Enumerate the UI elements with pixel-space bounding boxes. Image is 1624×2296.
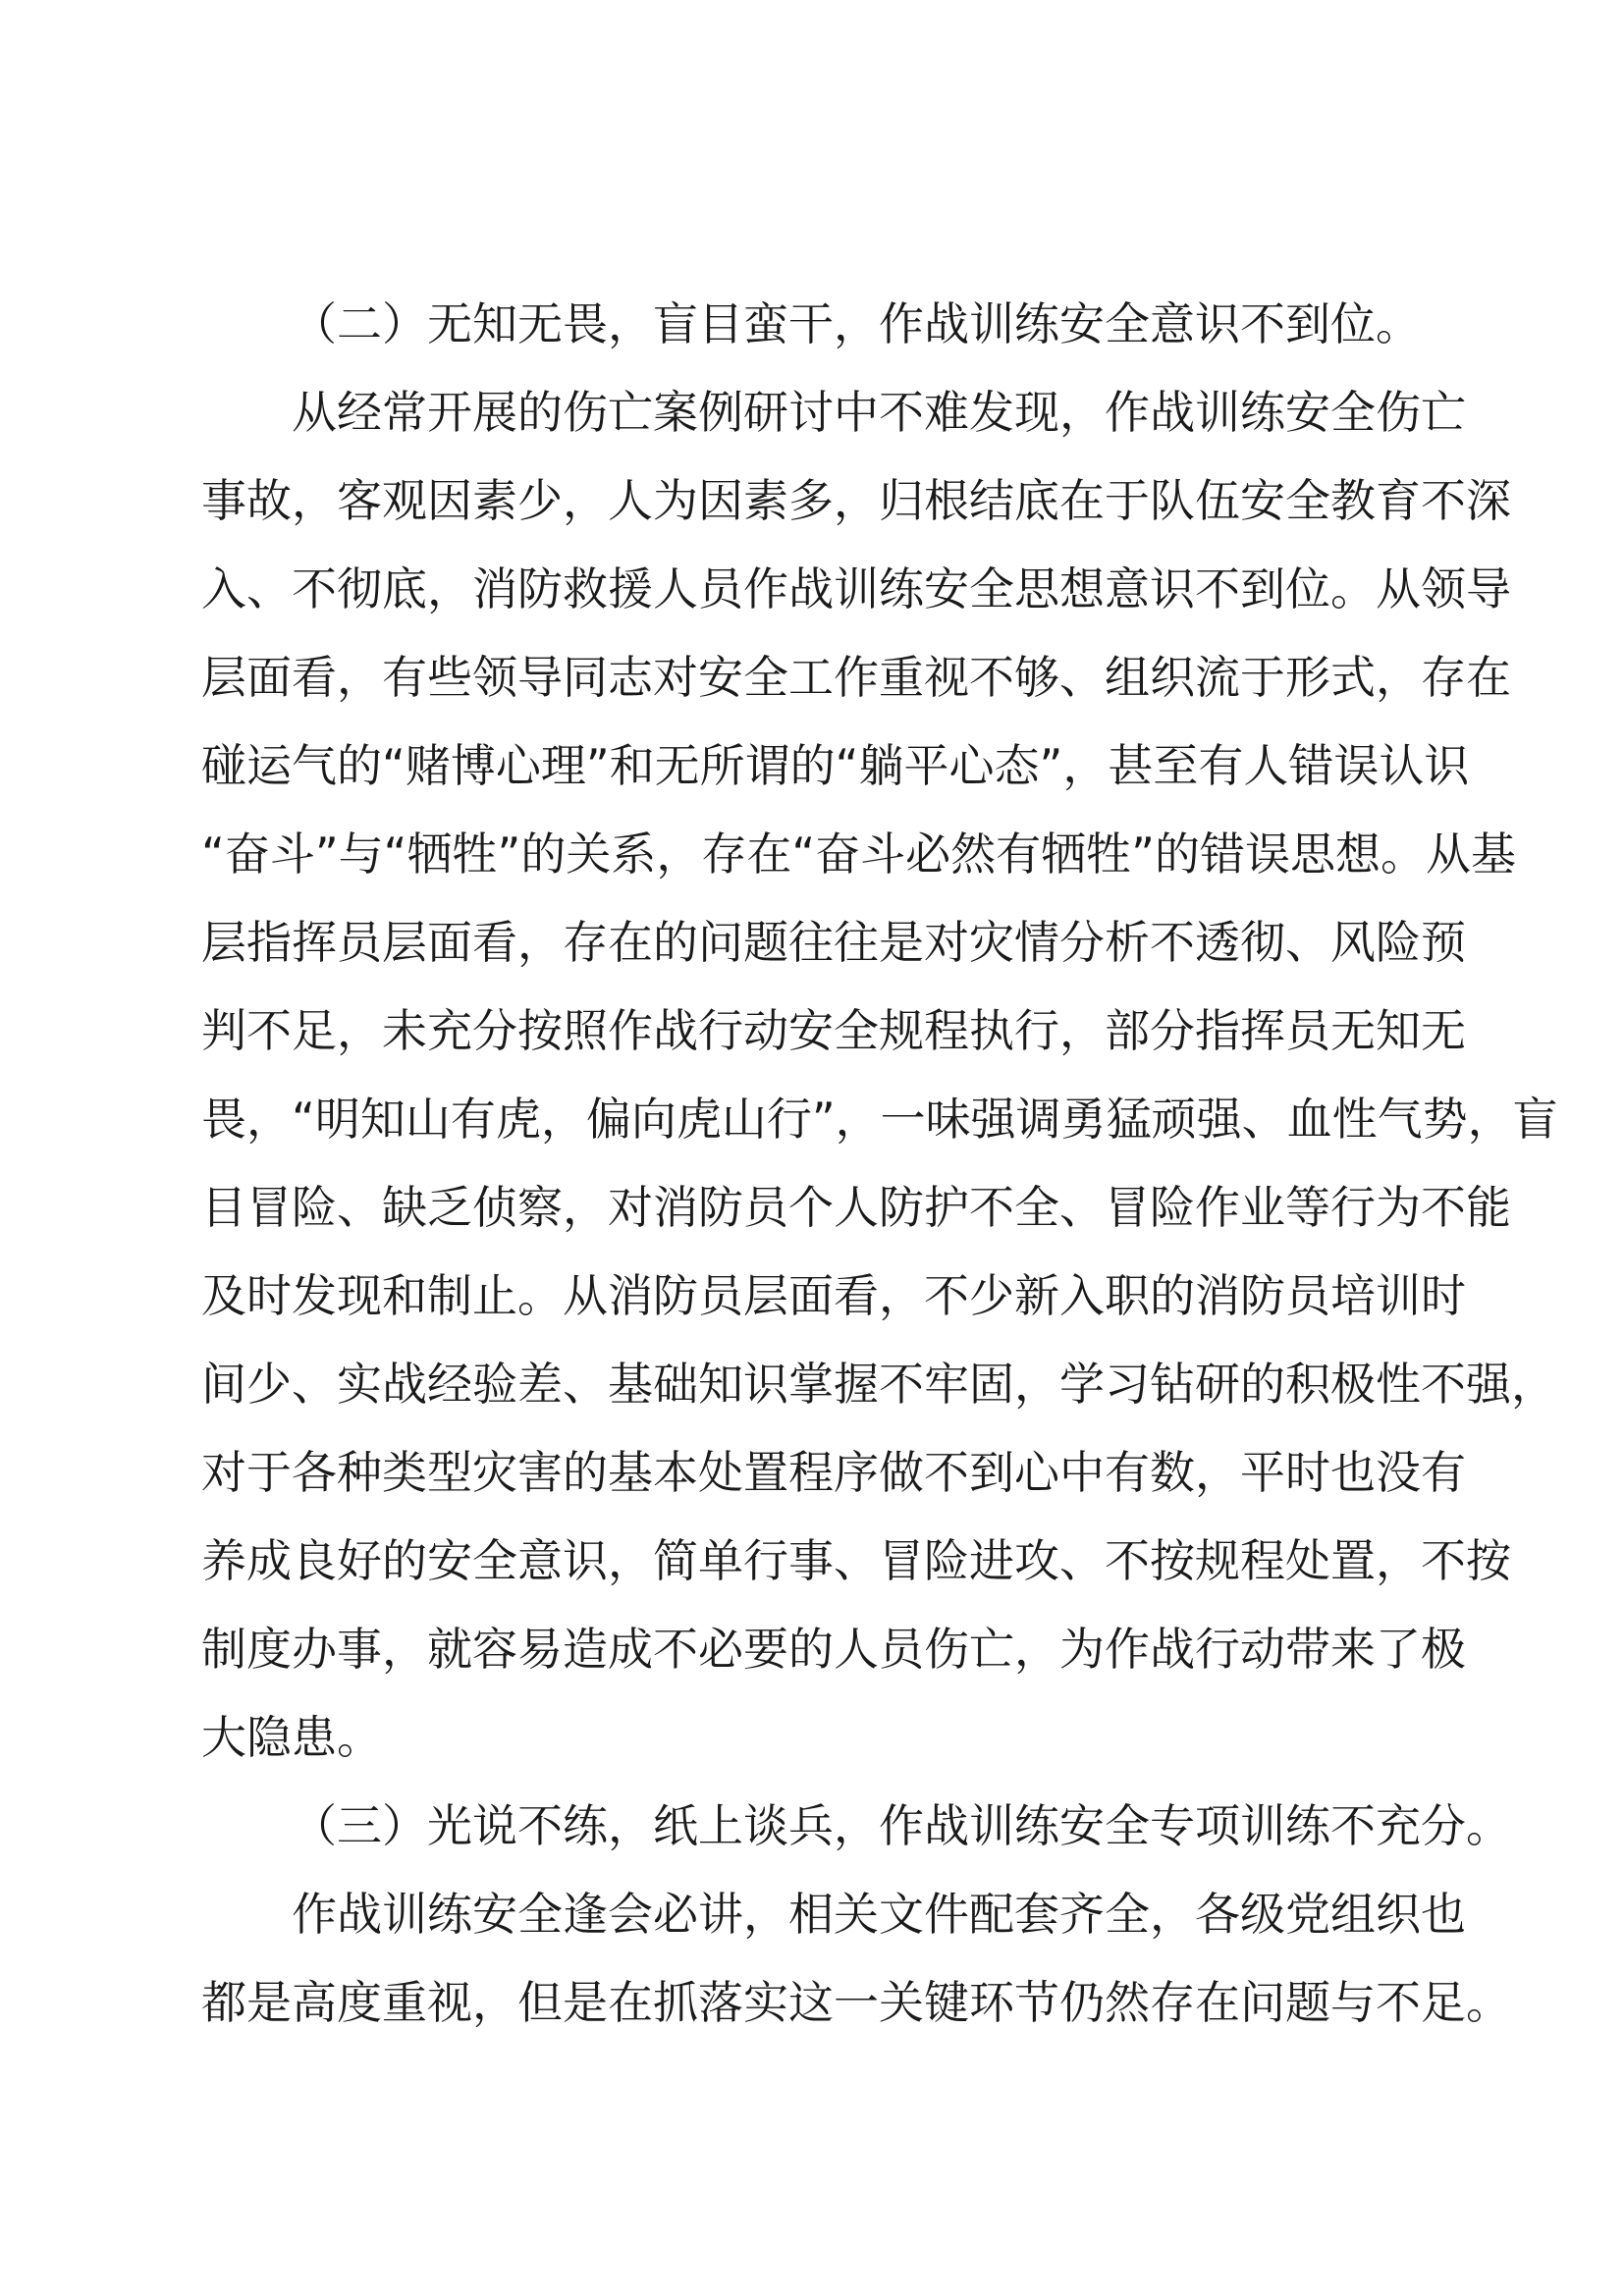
section-heading-3: （三）光说不练，纸上谈兵，作战训练安全专项训练不充分。 [292,1799,1511,1852]
paragraph-line: 及时发现和制止。从消防员层面看，不少新入职的消防员培训时 [201,1269,1466,1322]
paragraph-line: 层面看，有些领导同志对安全工作重视不够、组织流于形式，存在 [201,651,1511,704]
paragraph-line: “奋斗”与“牺牲”的关系，存在“奋斗必然有牺牲”的错误思想。从基 [201,828,1516,881]
paragraph-line: 养成良好的安全意识，简单行事、冒险进攻、不按规程处置，不按 [201,1534,1511,1587]
paragraph-line: 碰运气的“赌博心理”和无所谓的“躺平心态”，甚至有人错误认识 [201,739,1470,792]
paragraph-line: 目冒险、缺乏侦察，对消防员个人防护不全、冒险作业等行为不能 [201,1181,1511,1234]
paragraph-line: 制度办事，就容易造成不必要的人员伤亡，为作战行动带来了极 [201,1623,1466,1676]
paragraph-line: 大隐患。 [201,1711,382,1764]
paragraph-line: 都是高度重视，但是在抓落实这一关键环节仍然存在问题与不足。 [201,1976,1511,2029]
paragraph-line: 作战训练安全逢会必讲，相关文件配套齐全，各级党组织也 [292,1888,1466,1941]
paragraph-line: 入、不彻底，消防救援人员作战训练安全思想意识不到位。从领导 [201,562,1511,615]
paragraph-line: 层指挥员层面看，存在的问题往往是对灾情分析不透彻、风险预 [201,916,1466,969]
paragraph-line: 从经常开展的伤亡案例研讨中不难发现，作战训练安全伤亡 [292,386,1466,439]
paragraph-line: 判不足，未充分按照作战行动安全规程执行，部分指挥员无知无 [201,1004,1466,1057]
paragraph-line: 畏，“明知山有虎，偏向虎山行”，一味强调勇猛顽强、血性气势，盲 [201,1093,1558,1146]
document-page [201,280,1558,2047]
section-heading-2: （二）无知无畏，盲目蛮干，作战训练安全意识不到位。 [292,297,1421,350]
paragraph-line: 间少、实战经验差、基础知识掌握不牢固，学习钻研的积极性不强， [201,1358,1556,1411]
paragraph-line: 事故，客观因素少，人为因素多，归根结底在于队伍安全教育不深 [201,474,1511,527]
paragraph-line: 对于各种类型灾害的基本处置程序做不到心中有数，平时也没有 [201,1446,1466,1499]
